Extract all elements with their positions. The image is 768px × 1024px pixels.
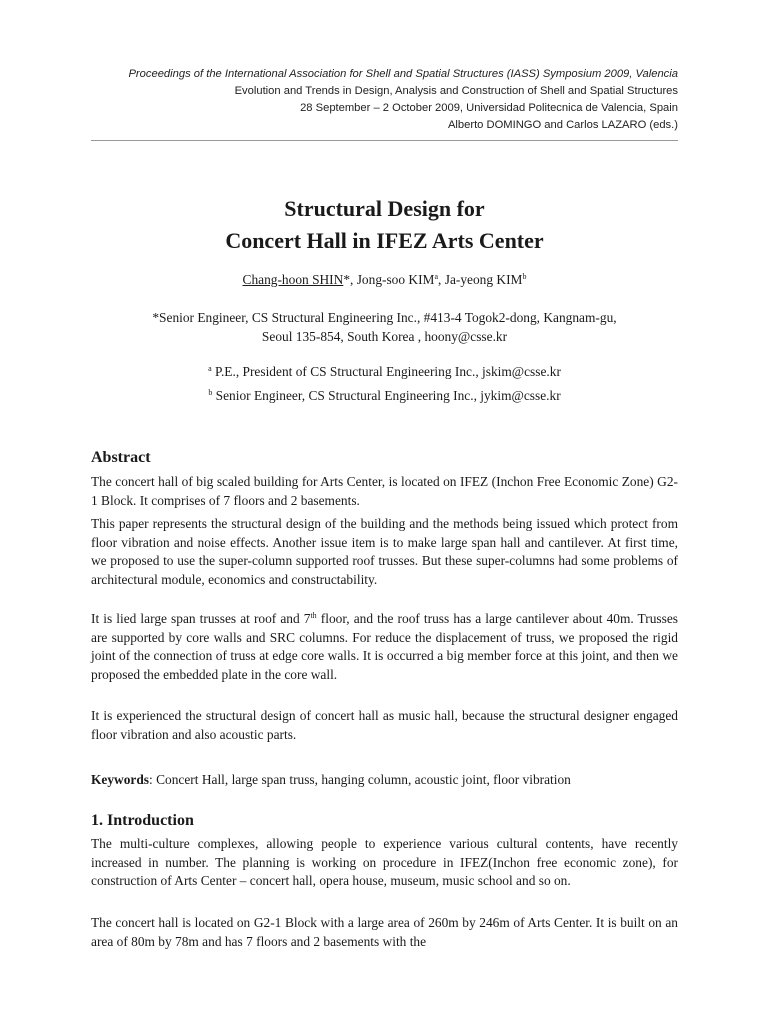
keywords-label: Keywords <box>91 772 150 787</box>
introduction-paragraph-2: The concert hall is located on G2-1 Block with a large area of 260m by 246m of Arts Center. It is built on an area of 80m by 78m and has 7 floors and 2 basements with the <box>91 915 678 949</box>
author-separator-1: , <box>350 272 357 287</box>
affiliation-a <box>91 362 678 381</box>
proceedings-line-2: Evolution and Trends in Design, Analysis and Construction of Shell and Spatial Structures <box>234 85 678 97</box>
affiliation-a-text: P.E., President of CS Structural Engineering Inc., jskim@csse.kr <box>211 364 561 379</box>
proceedings-header <box>58 66 678 134</box>
paper-title <box>91 193 678 257</box>
introduction-heading: 1. Introduction <box>91 812 194 829</box>
author-2: Jong-soo KIM <box>356 272 435 287</box>
affiliation-star <box>91 308 678 346</box>
abstract-p3-post: floor, and the roof truss has a large cantilever about 40m. Trusses are supported by core walls and SRC columns. For reduce the displacement of truss, we proposed the rigid joint of the connection of truss at edge core walls. It is occurred a big member force at this joint, and then we proposed the embedded plate in the core wall. <box>91 611 679 682</box>
abstract-paragraph-3 <box>91 610 678 684</box>
author-list <box>91 270 678 289</box>
abstract-p3-sup: th <box>310 611 317 620</box>
introduction-paragraph-1: The multi-culture complexes, allowing people to experience various cultural contents, have recently increased in number. The planning is working on procedure in IFEZ(Inchon free economic zone), for construction of Arts Center – concert hall, opera house, museum, music school and so on. <box>91 836 678 889</box>
affiliation-star-line-1: *Senior Engineer, CS Structural Engineering Inc., #413-4 Togok2-dong, Kangnam-gu, <box>152 310 617 325</box>
proceedings-line-1: Proceedings of the International Association for Shell and Spatial Structures (IASS) Symposium 2009, Valencia <box>128 68 678 80</box>
keywords <box>91 770 571 789</box>
abstract-p3-pre: It is lied large span trusses at roof and 7 <box>91 611 311 626</box>
abstract-paragraph-2: This paper represents the structural design of the building and the methods being issued which protect from floor vibration and noise effects. Another issue item is to make large span hall and cantilever. At first time, we proposed to use the super-column supported roof trusses. But these super-columns had some problems of architectural module, economics and constructability. <box>91 516 678 587</box>
header-divider <box>91 140 678 141</box>
proceedings-line-3: 28 September – 2 October 2009, Universidad Politecnica de Valencia, Spain <box>300 102 678 114</box>
author-2-sup: a <box>434 272 439 281</box>
proceedings-line-4: Alberto DOMINGO and Carlos LAZARO (eds.) <box>447 119 678 131</box>
affiliation-a-sup: a <box>208 364 212 373</box>
abstract-paragraph-4: It is experienced the structural design of concert hall as music hall, because the structural designer engaged floor vibration and also acoustic parts. <box>91 708 678 742</box>
author-3-sup: b <box>522 272 527 281</box>
affiliation-star-line-2: Seoul 135-854, South Korea , hoony@csse.kr <box>261 329 508 344</box>
author-3: Ja-yeong KIM <box>444 272 523 287</box>
author-separator-2: , <box>438 272 445 287</box>
author-1-mark: * <box>343 272 351 287</box>
title-line-2: Concert Hall in IFEZ Arts Center <box>225 228 544 253</box>
affiliation-b-sup: b <box>208 388 213 397</box>
abstract-paragraph-1: The concert hall of big scaled building for Arts Center, is located on IFEZ (Inchon Free Economic Zone) G2-1 Block. It comprises of 7 floors and 2 basements. <box>91 474 678 508</box>
affiliation-b <box>91 386 678 405</box>
author-1: Chang-hoon SHIN <box>242 272 344 287</box>
keywords-text: : Concert Hall, large span truss, hanging column, acoustic joint, floor vibration <box>149 772 571 787</box>
title-line-1: Structural Design for <box>284 196 485 221</box>
affiliation-b-text: Senior Engineer, CS Structural Engineering Inc., jykim@csse.kr <box>212 388 561 403</box>
abstract-heading: Abstract <box>91 449 151 466</box>
